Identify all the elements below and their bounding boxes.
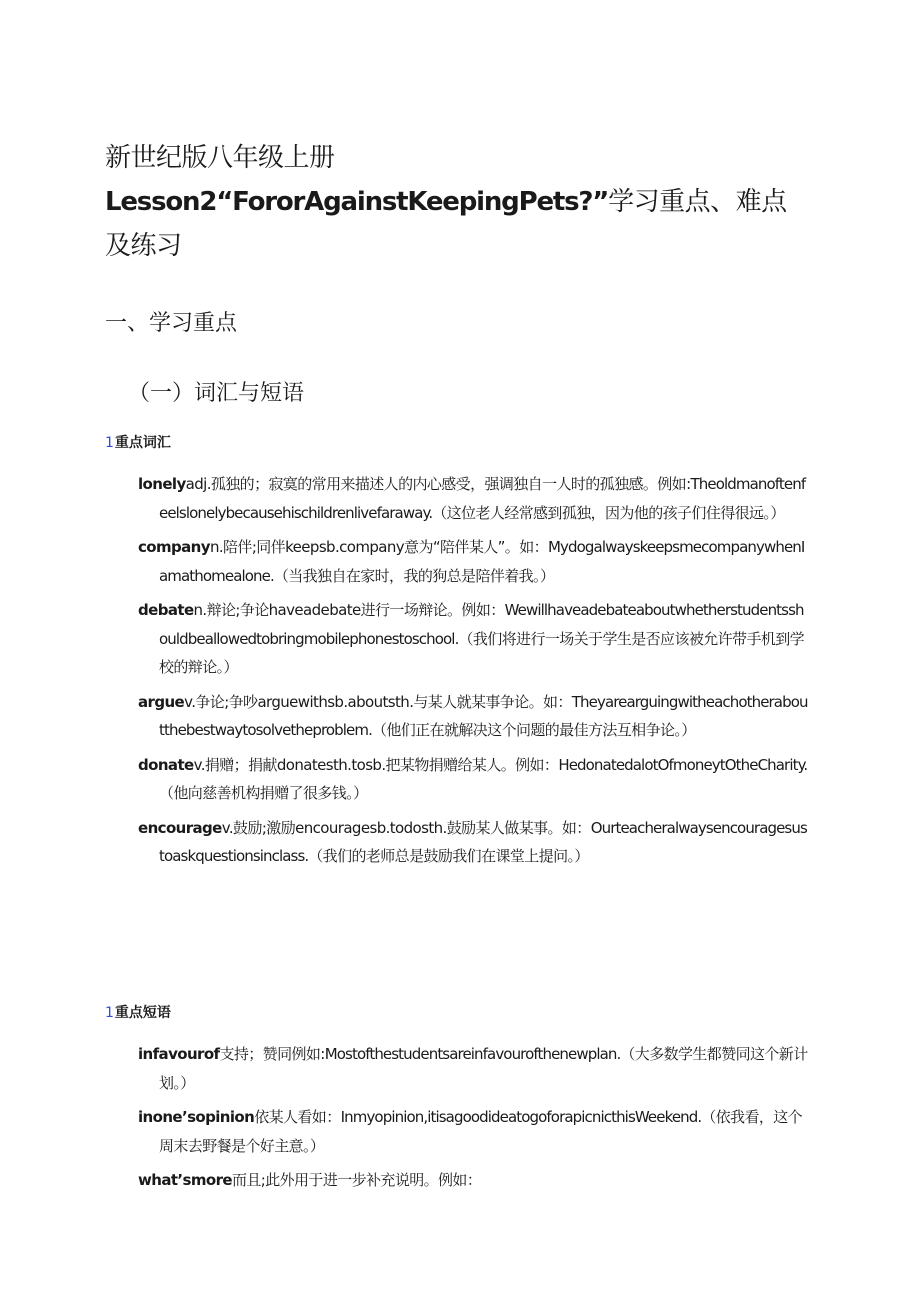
vocab-translation: （他向慈善机构捐赠了很多钱。） [159, 784, 368, 802]
title-topic: 学习重点、难点 [608, 187, 787, 217]
phrase-word: what’smore [138, 1171, 232, 1189]
vocab-word: donate [138, 755, 194, 774]
phrase-definition: 而且;此外用于进一步补充说明。例如： [231, 1171, 482, 1189]
phrase-translation: （依我看，这个周末去野餐是个好主意。） [159, 1108, 803, 1155]
vocab-word: argue [138, 692, 185, 711]
phrase-translation: （大多数学生都赞同这个新计划。） [159, 1045, 808, 1092]
vocab-definition: v.争论;争吵arguewithsb.aboutsth.与某人就某事争论。如： [184, 692, 572, 711]
vocab-word: lonely [138, 475, 186, 493]
phrase-definition: 依某人看如： [254, 1108, 341, 1126]
vocab-word: encourage [138, 818, 222, 837]
vocab-entry [138, 596, 810, 682]
vocab-example: Theyarearguingwitheachotheraboutthebestwaytosolvetheproblem. [159, 692, 808, 739]
vocab-example: Ourteacheralwaysencouragesustoaskquestionsinclass. [159, 818, 807, 865]
phrase-definition: 支持；赞同例如: [219, 1045, 325, 1063]
phrase-word: inone’sopinion [138, 1108, 255, 1126]
vocab-definition: adj.孤独的；寂寞的常用来描述人的内心感受，强调独自一人时的孤独感。例如: [185, 475, 691, 493]
vocab-translation: （我们的老师总是鼓励我们在课堂上提问。） [308, 847, 589, 865]
phrase-example: Inmyopinion,itisagoodideatogoforapicnicthisWeekend. [340, 1108, 702, 1126]
vocab-definition: v.捐赠；捐献donatesth.tosb.把某物捐赠给某人。例如： [193, 755, 559, 774]
subsection-heading: （一）词汇与短语 [128, 381, 305, 406]
title-line-3: 及练习 [105, 231, 182, 261]
vocab-word: debate [138, 601, 194, 619]
vocab-definition: n.辩论;争论haveadebate进行一场辩论。例如： [193, 601, 505, 619]
vocab-example: Wewillhaveadebateaboutwhetherstudentsshouldbeallowedtobringmobilephonestoschool. [159, 601, 804, 648]
phrase-heading [105, 1002, 171, 1024]
vocab-translation: （当我独自在家时，我的狗总是陪伴着我。） [273, 566, 555, 585]
vocab-entry [138, 470, 810, 527]
vocab-heading-label: 重点词汇 [114, 435, 171, 451]
phrase-list [138, 1040, 810, 1201]
vocab-entry [138, 533, 810, 590]
phrase-heading-number: 1 [105, 1005, 114, 1021]
vocab-definition: v.鼓励;激励encouragesb.todosth.鼓励某人做某事。如： [221, 818, 591, 837]
vocab-heading-number: 1 [105, 435, 114, 451]
vocab-example: HedonatedalotOfmoneytOtheCharity. [558, 755, 808, 774]
vocab-list [138, 470, 810, 877]
vocab-translation: （他们正在就解决这个问题的最佳方法互相争论。） [371, 721, 696, 739]
vocab-example: Theoldmanoftenfeelslonelybecausehischildrenlivefaraway. [159, 475, 806, 522]
phrase-word: infavourof [138, 1045, 220, 1063]
title-line-2 [105, 180, 805, 224]
phrase-heading-label: 重点短语 [114, 1005, 171, 1021]
vocab-entry [138, 751, 810, 808]
vocab-word: company [138, 538, 210, 556]
vocab-entry [138, 814, 810, 871]
vocab-heading [105, 432, 171, 454]
phrase-entry [138, 1103, 810, 1160]
vocab-definition: n.陪伴;同伴keepsb.company意为“陪伴某人”。如： [209, 538, 548, 556]
vocab-translation: （这位老人经常感到孤独，因为他的孩子们住得很远。） [432, 503, 785, 522]
phrase-example: Mostofthestudentsareinfavourofthenewplan. [324, 1045, 621, 1063]
phrase-entry [138, 1040, 810, 1097]
vocab-example: MydogalwayskeepsmecompanywhenIamathomealone. [159, 538, 805, 585]
vocab-translation: （我们将进行一场关于学生是否应该被允许带手机到学校的辩论。） [159, 629, 805, 676]
phrase-entry [138, 1166, 810, 1195]
title-line-1: 新世纪版八年级上册 [105, 143, 335, 173]
section-heading: 一、学习重点 [105, 311, 238, 336]
title-lesson-name: Lesson2“FororAgainstKeepingPets?” [105, 187, 609, 217]
vocab-entry [138, 688, 810, 745]
